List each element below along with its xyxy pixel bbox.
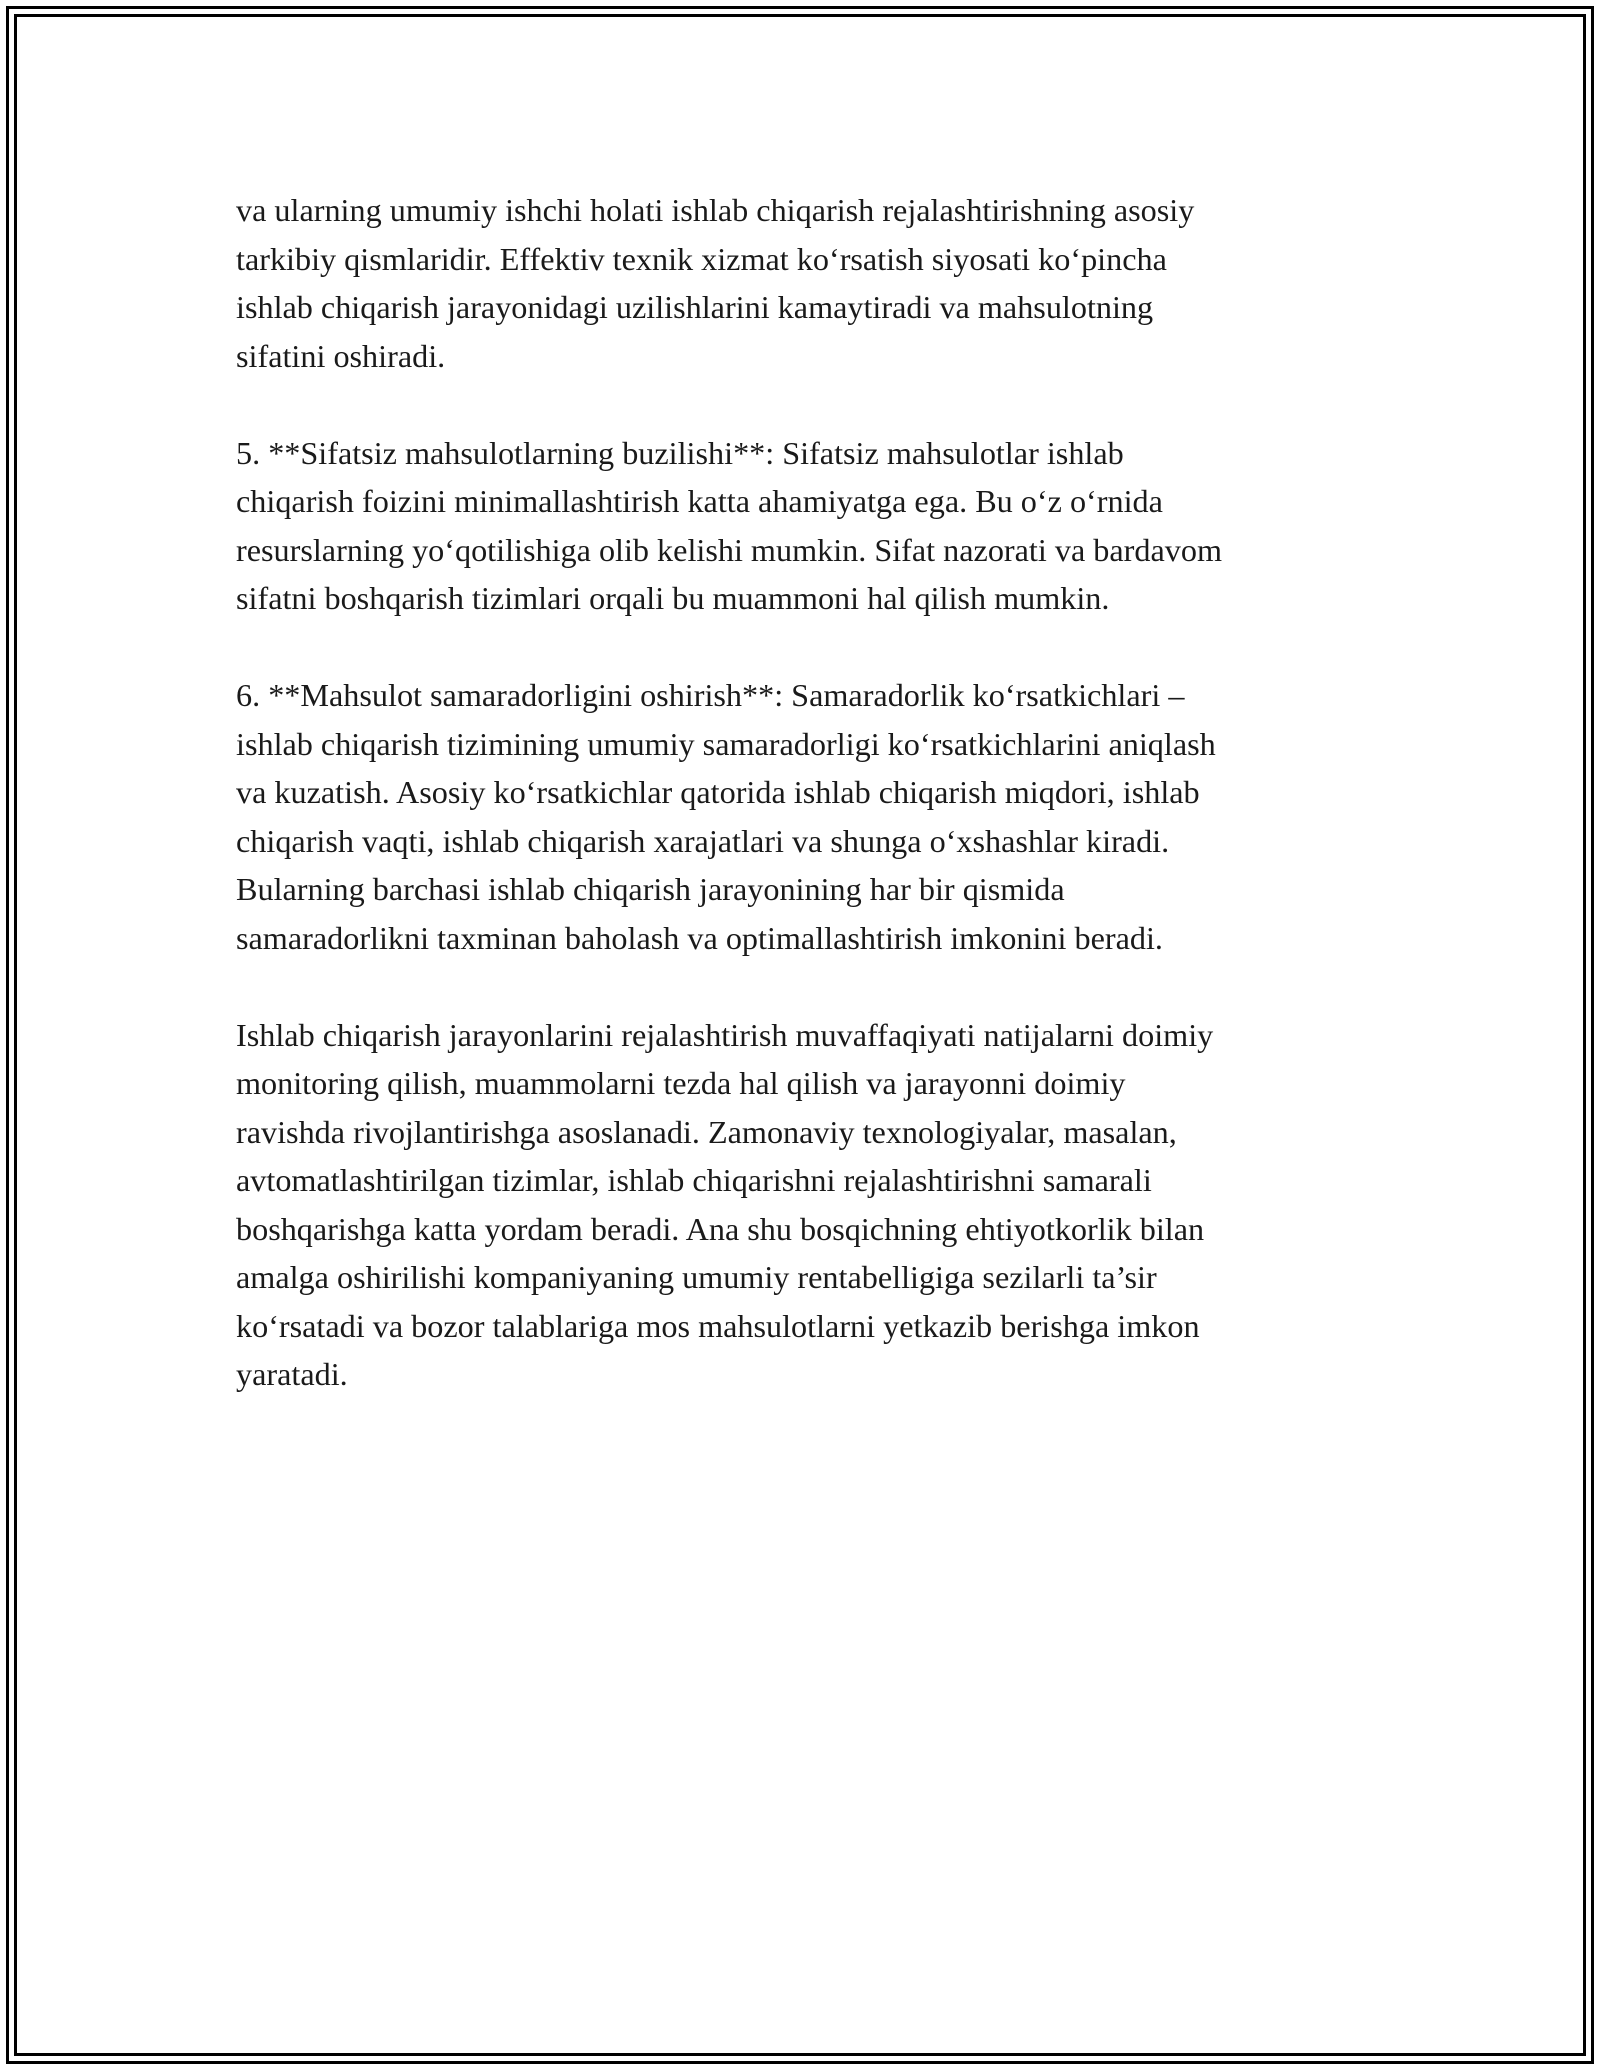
paragraph-defective-products: 5. **Sifatsiz mahsulotlarning buzilishi**: Sifatsiz mahsulotlar ishlab chiqarish foizini minimallashtirish katta ahamiyatga ega. Bu oʻz oʻrnida resurslarning yoʻqotilishiga olib kelishi mumkin. Sifat nazorati va bardavom sifatni boshqarish tizimlari orqali bu muammoni hal qilish mumkin. (236, 434, 1222, 616)
paragraph-maintenance-continuation: va ularning umumiy ishchi holati ishlab chiqarish rejalashtirishning asosiy tarkibiy qismlaridir. Effektiv texnik xizmat koʻrsatish siyosati koʻpincha ishlab chiqarish jarayonidagi uzilishlarini kamaytiradi va mahsulotning sifatini oshiradi. (236, 192, 1195, 374)
paragraph-conclusion: Ishlab chiqarish jarayonlarini rejalashtirish muvaffaqiyati natijalarni doimiy monitoring qilish, muammolarni tezda hal qilish va jarayonni doimiy ravishda rivojlantirishga asoslanadi. Zamonaviy texnologiyalar, masalan, avtomatlashtirilgan tizimlar, ishlab chiqarishni rejalashtirishni samarali boshqarishga katta yordam beradi. Ana shu bosqichning ehtiyotkorlik bilan amalga oshirilishi kompaniyaning umumiy rentabelligiga sezilarli ta’sir koʻrsatadi va bozor talablariga mos mahsulotlarni yetkazib berishga imkon yaratadi. (236, 1016, 1214, 1392)
paragraph-product-efficiency: 6. **Mahsulot samaradorligini oshirish**: Samaradorlik koʻrsatkichlari – ishlab chiqarish tizimining umumiy samaradorligi koʻrsatkichlarini aniqlash va kuzatish. Asosiy koʻrsatkichlar qatorida ishlab chiqarish miqdori, ishlab chiqarish vaqti, ishlab chiqarish xarajatlari va shunga oʻxshashlar kiradi. Bularning barchasi ishlab chiqarish jarayonining har bir qismida samaradorlikni taxminan baholash va optimallashtirish imkonini beradi. (236, 677, 1216, 956)
document-body (236, 186, 1366, 1447)
